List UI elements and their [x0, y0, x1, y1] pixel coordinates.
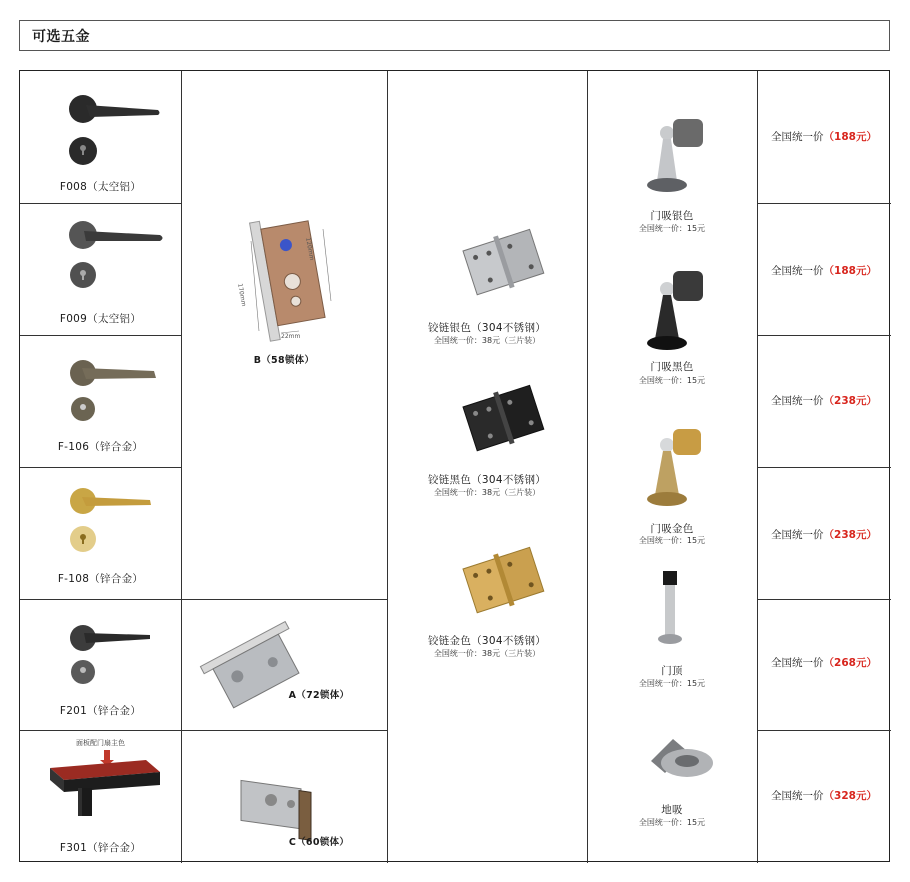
section-header	[19, 20, 890, 51]
price-text	[757, 527, 891, 542]
price-prefix: 全国统一价	[771, 790, 824, 802]
stopper-price: 全国统一价：15元	[638, 679, 706, 688]
price-text	[757, 129, 891, 144]
lock-cell	[181, 599, 387, 730]
price-cell	[757, 335, 891, 467]
mortise-lock-icon	[181, 599, 387, 730]
stopper-label: 地吸	[661, 804, 683, 816]
lock-dimension: 120mm	[304, 237, 316, 262]
price-prefix: 全国统一价	[771, 265, 824, 277]
handle-label: F301（锌合金）	[59, 842, 142, 854]
hinge-label: 铰链黑色（304不锈钢）	[427, 474, 547, 486]
price-text	[757, 788, 891, 803]
price-text	[757, 655, 891, 670]
hinge-icon	[387, 71, 587, 863]
price-text	[757, 263, 891, 278]
section-title: 可选五金	[32, 28, 90, 45]
handle-label: F009（太空铝）	[59, 313, 142, 325]
stopper-price: 全国统一价：15元	[638, 224, 706, 233]
stopper-label: 门吸银色	[650, 210, 694, 222]
price-prefix: 全国统一价	[771, 657, 824, 669]
handle-note: 面板配门扇主色	[76, 739, 125, 747]
handle-label: F-106（锌合金）	[57, 441, 144, 453]
handle-label: F201（锌合金）	[59, 705, 142, 717]
handle-cell	[20, 599, 181, 730]
stopper-label: 门吸金色	[650, 523, 694, 535]
price-cell	[757, 730, 891, 863]
stopper-label: 门顶	[661, 665, 683, 677]
price-value: （328元）	[823, 790, 877, 802]
handle-cell	[20, 730, 181, 863]
stopper-price: 全国统一价：15元	[638, 818, 706, 827]
stopper-cell	[587, 71, 757, 863]
price-prefix: 全国统一价	[771, 395, 824, 407]
handle-cell	[20, 467, 181, 599]
door-stopper-icon	[587, 71, 757, 863]
price-value: （268元）	[823, 657, 877, 669]
lock-cell	[181, 71, 387, 599]
hinge-cell	[387, 71, 587, 863]
hinge-label: 铰链金色（304不锈钢）	[427, 635, 547, 647]
hinge-price: 全国统一价：38元（三片装）	[433, 649, 541, 658]
lock-dimension: 22mm	[281, 333, 301, 340]
stopper-label: 门吸黑色	[650, 361, 694, 373]
lock-cell	[181, 730, 387, 863]
lock-label: A（72锁体）	[288, 690, 350, 701]
handle-label: F008（太空铝）	[59, 181, 142, 193]
handle-label: F-108（锌合金）	[57, 573, 144, 585]
price-value: （238元）	[823, 395, 877, 407]
hardware-table	[19, 70, 890, 862]
handle-cell	[20, 71, 181, 203]
hinge-label: 铰链银色（304不锈钢）	[427, 322, 547, 334]
lock-label: B（58锁体）	[253, 355, 315, 366]
price-cell	[757, 71, 891, 203]
stopper-price: 全国统一价：15元	[638, 376, 706, 385]
handle-cell	[20, 335, 181, 467]
price-value: （188元）	[823, 265, 877, 277]
price-prefix: 全国统一价	[771, 131, 824, 143]
hinge-price: 全国统一价：38元（三片装）	[433, 336, 541, 345]
hinge-price: 全国统一价：38元（三片装）	[433, 488, 541, 497]
price-cell	[757, 203, 891, 335]
price-value: （238元）	[823, 529, 877, 541]
lock-label: C（60锁体）	[288, 837, 350, 848]
price-prefix: 全国统一价	[771, 529, 824, 541]
price-text	[757, 393, 891, 408]
price-cell	[757, 467, 891, 599]
stopper-price: 全国统一价：15元	[638, 536, 706, 545]
price-value: （188元）	[823, 131, 877, 143]
handle-cell	[20, 203, 181, 335]
lock-dimension: 170mm	[236, 283, 248, 308]
price-cell	[757, 599, 891, 730]
